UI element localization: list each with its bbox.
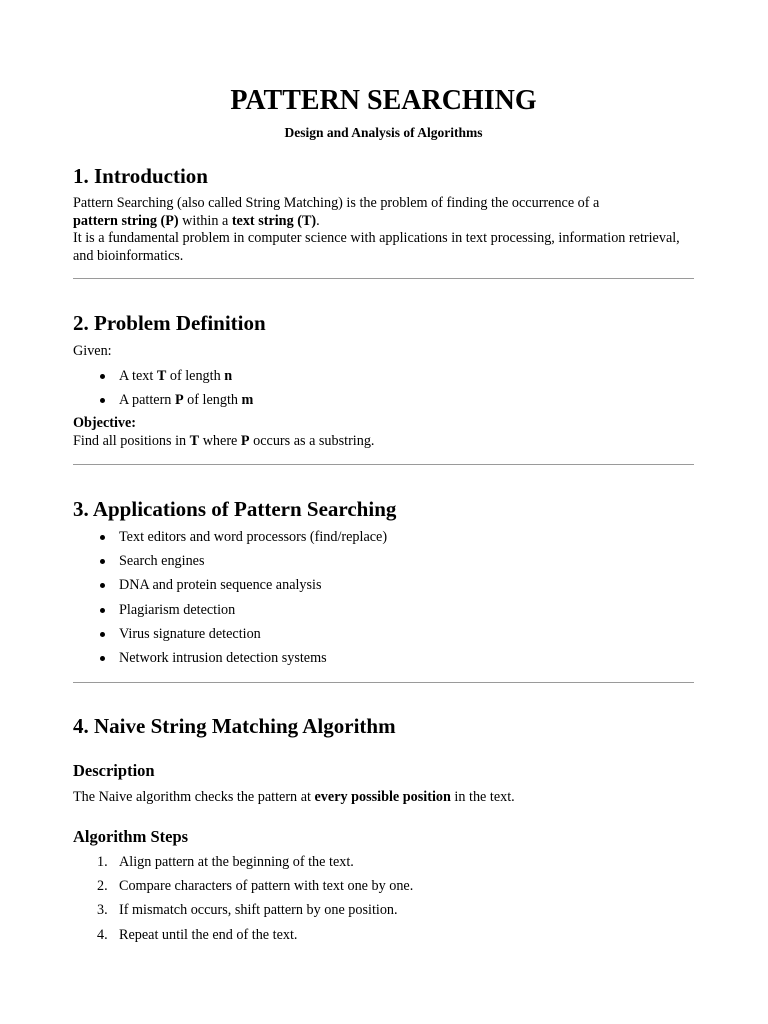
intro-text-line3: It is a fundamental problem in computer science with applications in text processing, information retrieval, and bioinformatics.: [73, 230, 680, 264]
applications-list: [73, 525, 694, 670]
section-divider: [73, 682, 694, 683]
step-number: 4.: [97, 926, 108, 943]
step-number: 2.: [97, 878, 108, 895]
intro-text-string: text string (T): [231, 212, 317, 229]
page-subtitle: Design and Analysis of Algorithms: [284, 125, 483, 140]
step-number: 1.: [97, 854, 108, 870]
bullet-icon: [100, 608, 105, 613]
given-label: Given:: [73, 343, 112, 359]
intro-text-line1: Pattern Searching (also called String Matching) is the problem of finding the occurrence of a: [73, 195, 600, 211]
bullet-icon: [100, 656, 105, 661]
list-item: A pattern P of length m: [73, 388, 694, 412]
list-item: Text editors and word processors (find/replace): [73, 525, 694, 549]
bullet-icon: [100, 632, 105, 637]
bullet-icon: [100, 398, 105, 403]
objective-paragraph: Objective: Find all positions in T where P occurs as a substring.: [73, 415, 375, 449]
intro-period: .: [316, 212, 320, 229]
list-item: 3. If mismatch occurs, shift pattern by one position.: [73, 898, 694, 922]
list-item: Virus signature detection: [73, 622, 694, 646]
page-title: PATTERN SEARCHING: [230, 85, 537, 116]
bullet-icon: [100, 559, 105, 564]
list-item: A text T of length n: [73, 364, 694, 388]
section-heading-applications: 3. Applications of Pattern Searching: [73, 497, 397, 521]
intro-within: within a: [178, 212, 232, 229]
objective-label: Objective:: [73, 415, 137, 431]
bullet-icon: [100, 374, 105, 379]
subheading-description: Description: [73, 761, 155, 780]
section-divider: [73, 464, 694, 465]
subheading-algorithm-steps: Algorithm Steps: [73, 827, 189, 846]
list-item: Search engines: [73, 549, 694, 573]
list-item: Network intrusion detection systems: [73, 646, 694, 670]
intro-paragraph: [73, 195, 694, 265]
step-number: 3.: [97, 902, 108, 919]
bullet-icon: [100, 583, 105, 588]
list-item: DNA and protein sequence analysis: [73, 573, 694, 597]
section-divider: [73, 278, 694, 279]
section-heading-naive-algorithm: 4. Naive String Matching Algorithm: [73, 714, 396, 738]
given-list: [73, 364, 694, 412]
section-heading-problem-definition: 2. Problem Definition: [73, 311, 266, 335]
list-item: Plagiarism detection: [73, 598, 694, 622]
list-item: 2. Compare characters of pattern with text one by one.: [73, 874, 694, 898]
bullet-icon: [100, 535, 105, 540]
description-paragraph: The Naive algorithm checks the pattern at every possible position in the text.: [73, 789, 515, 805]
list-item: 4. Repeat until the end of the text.: [73, 923, 694, 947]
algorithm-steps-list: [73, 850, 694, 947]
section-heading-introduction: 1. Introduction: [73, 164, 208, 188]
intro-pattern-string: pattern string (P): [73, 212, 179, 229]
list-item: 1. Align pattern at the beginning of the text.: [73, 850, 694, 874]
